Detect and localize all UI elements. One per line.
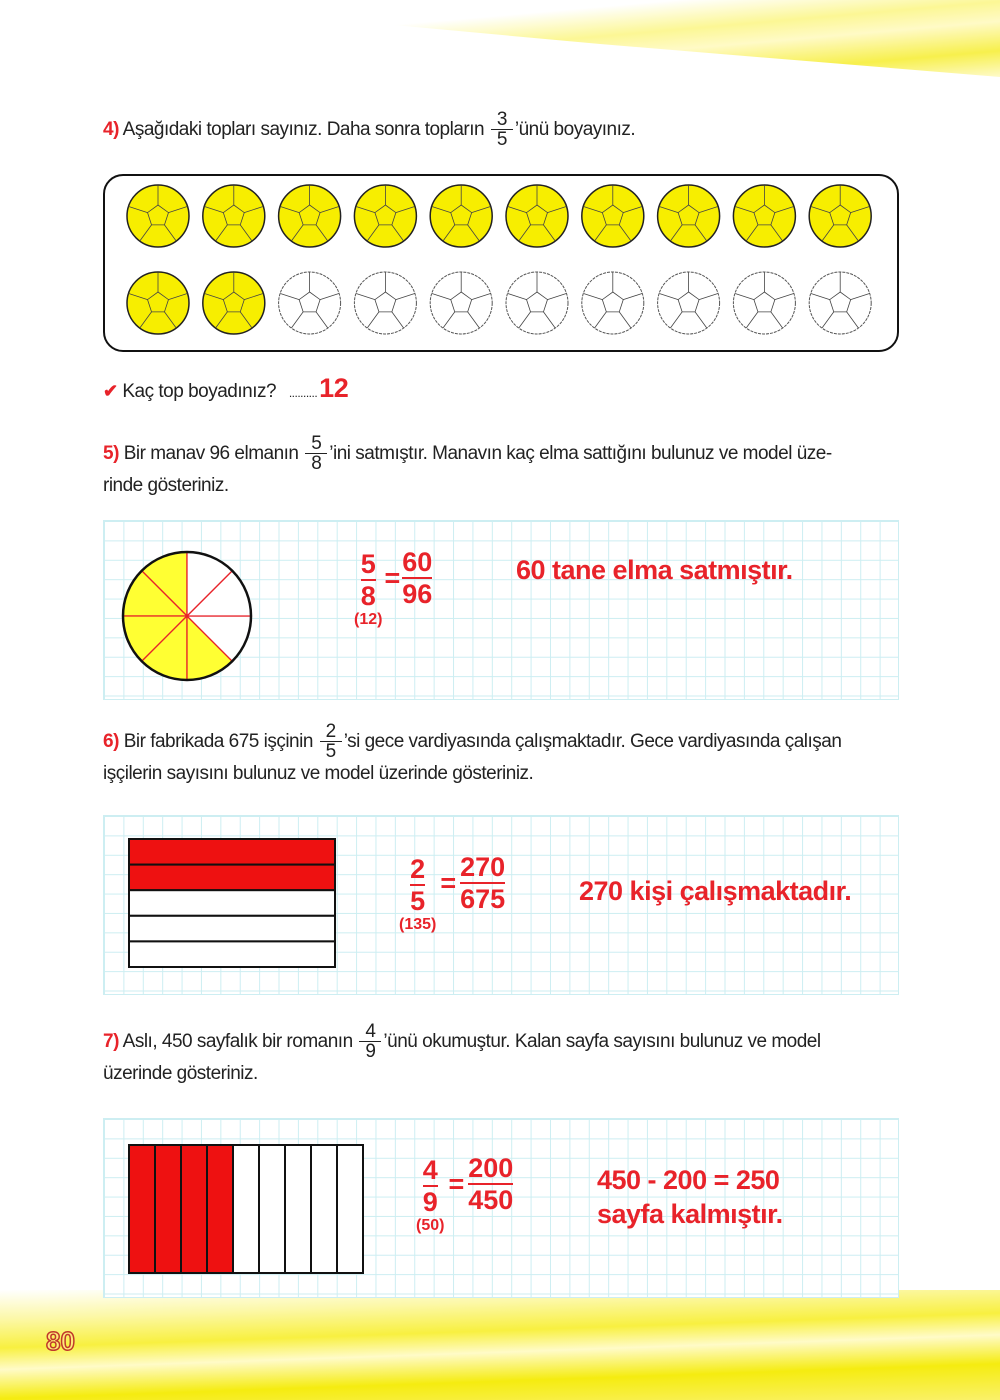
question-number: 6): [103, 731, 119, 752]
answer-text: 270 kişi çalışmaktadır.: [579, 876, 852, 906]
painted-ball-icon: [203, 272, 265, 334]
painted-ball-icon: [127, 185, 189, 247]
painted-ball-icon: [354, 185, 416, 247]
fraction: [305, 434, 327, 473]
question-text-line2: üzerinde gösteriniz.: [103, 1063, 258, 1084]
answer-text: [597, 1163, 783, 1231]
numerator: 5: [311, 433, 322, 455]
numerator: 2: [410, 854, 426, 884]
pie-model: [112, 541, 262, 691]
sub-question-text: Kaç top boyadınız?: [122, 381, 277, 402]
painted-ball-icon: [733, 185, 795, 247]
bar-column: [285, 1145, 311, 1273]
bar-column: [181, 1145, 207, 1273]
question-line-1: [103, 1022, 903, 1062]
question-text: ’ünü boyayınız.: [514, 119, 636, 140]
painted-ball-icon: [430, 185, 492, 247]
numerator: 4: [422, 1155, 438, 1185]
denominator: 5: [325, 741, 336, 763]
denominator: 5: [496, 129, 507, 151]
question-text-line2: rinde gösteriniz.: [103, 475, 229, 496]
denominator: 5: [410, 886, 426, 916]
solution-6: [399, 854, 505, 934]
unpainted-ball-icon: [809, 272, 871, 334]
bar-row: [129, 890, 335, 916]
check-mark-icon: ✔: [103, 381, 118, 401]
painted-ball-icon: [809, 185, 871, 247]
decorative-top-band: [0, 0, 1000, 110]
question-text: ’si gece vardiyasında çalışmaktadır. Gece vardiyasında çalışan: [343, 731, 842, 752]
model-grid-6: [103, 815, 899, 995]
denominator: 9: [365, 1041, 376, 1063]
question-number: 7): [103, 1031, 119, 1052]
unpainted-ball-icon: [430, 272, 492, 334]
fraction: [491, 110, 513, 149]
multiplier: (50): [416, 1217, 445, 1234]
bar-column: [259, 1145, 285, 1273]
question-text: Aslı, 450 sayfalık bir romanın: [122, 1031, 353, 1052]
answer-line-1: 450 - 200 = 250: [597, 1165, 780, 1195]
equals-sign: =: [384, 562, 401, 593]
denominator: 675: [460, 884, 506, 914]
denominator: 8: [311, 453, 322, 475]
question-text: ’ini satmıştır. Manavın kaç elma sattığını bulunuz ve model üze-: [329, 443, 832, 464]
numerator: 60: [402, 547, 433, 577]
question-7: [103, 1022, 903, 1086]
question-number: 5): [103, 443, 119, 464]
fraction: [320, 722, 342, 761]
bar-row: [129, 865, 335, 891]
unpainted-ball-icon: [658, 272, 720, 334]
question-text: ’ünü okumuştur. Kalan sayfa sayısını bulunuz ve model: [383, 1031, 821, 1052]
multiplier: (12): [354, 611, 383, 628]
numerator: 4: [365, 1021, 376, 1043]
solution-7: [416, 1155, 513, 1235]
question-line-1: [103, 722, 903, 762]
multiplier: (135): [399, 916, 437, 933]
balls-grid: [105, 176, 897, 350]
question-text: Bir fabrikada 675 işçinin: [123, 731, 313, 752]
answer-line-2: sayfa kalmıştır.: [597, 1199, 783, 1229]
painted-ball-icon: [203, 185, 265, 247]
unpainted-ball-icon: [582, 272, 644, 334]
painted-ball-icon: [127, 272, 189, 334]
answer-text: 60 tane elma satmıştır.: [516, 555, 793, 585]
denominator: 96: [402, 579, 433, 609]
denominator: 8: [360, 581, 376, 611]
bar-column: [311, 1145, 337, 1273]
model-grid-5: [103, 520, 899, 700]
question-text: Aşağıdaki topları sayınız. Daha sonra topların: [122, 119, 485, 140]
bar-column: [337, 1145, 363, 1273]
painted-ball-icon: [279, 185, 341, 247]
unpainted-ball-icon: [733, 272, 795, 334]
column-bar-model: [128, 1144, 366, 1276]
question-number: 4): [103, 119, 119, 140]
answer-dots: ..........: [288, 386, 318, 400]
painted-ball-icon: [658, 185, 720, 247]
question-text: Bir manav 96 elmanın: [123, 443, 299, 464]
unpainted-ball-icon: [506, 272, 568, 334]
numerator: 200: [468, 1153, 514, 1183]
sub-question-4: [103, 371, 348, 410]
painted-ball-icon: [582, 185, 644, 247]
painted-ball-icon: [506, 185, 568, 247]
numerator: 3: [496, 109, 507, 131]
question-text-line2: işçilerin sayısını bulunuz ve model üzerinde gösteriniz.: [103, 763, 534, 784]
bar-column: [129, 1145, 155, 1273]
balls-box: [103, 174, 899, 352]
row-bar-model: [128, 838, 338, 970]
page-number: 80: [46, 1326, 75, 1356]
equals-sign: =: [440, 867, 457, 898]
numerator: 5: [360, 549, 376, 579]
decorative-bottom-band: [0, 1290, 1000, 1400]
denominator: 9: [422, 1187, 438, 1217]
bar-row: [129, 941, 335, 967]
bar-row: [129, 916, 335, 942]
model-grid-7: [103, 1118, 899, 1298]
bar-row: [129, 839, 335, 865]
solution-5: [354, 549, 432, 629]
answer-value: 12: [319, 373, 349, 403]
question-6: [103, 722, 903, 786]
question-line-1: [103, 434, 903, 474]
unpainted-ball-icon: [279, 272, 341, 334]
question-4: [103, 110, 635, 150]
bar-column: [233, 1145, 259, 1273]
bar-column: [207, 1145, 233, 1273]
numerator: 270: [460, 852, 506, 882]
bar-column: [155, 1145, 181, 1273]
question-5: [103, 434, 903, 498]
equals-sign: =: [448, 1168, 465, 1199]
fraction: [359, 1022, 381, 1061]
unpainted-ball-icon: [354, 272, 416, 334]
denominator: 450: [468, 1185, 514, 1215]
numerator: 2: [325, 721, 336, 743]
